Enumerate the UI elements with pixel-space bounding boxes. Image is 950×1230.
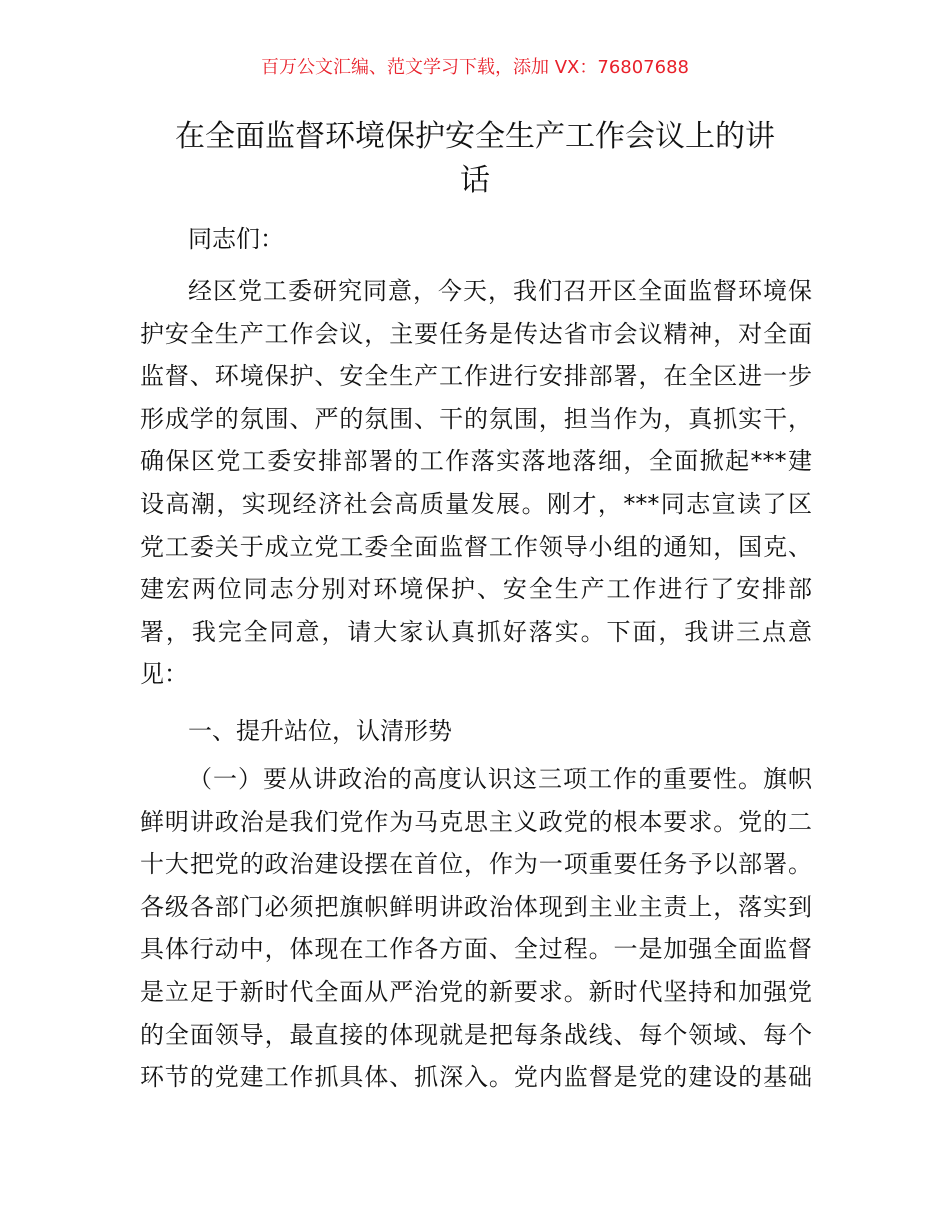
paragraph bbox=[140, 218, 812, 261]
text-line: 同志们： bbox=[188, 225, 284, 253]
text-line: 设高潮，实现经济社会高质量发展。刚才，***同志宣读了区 bbox=[140, 489, 812, 518]
title-line: 在全面监督环境保护安全生产工作会议上的讲 bbox=[175, 119, 775, 154]
paragraph bbox=[140, 710, 812, 753]
text-line: 确保区党工委安排部署的工作落实落地落细，全面掀起***建 bbox=[140, 447, 812, 476]
watermark-header: 百万公文汇编、范文学习下载，添加 VX：76807688 bbox=[261, 57, 689, 78]
text-line: （一）要从讲政治的高度认识这三项工作的重要性。旗帜 bbox=[188, 765, 812, 793]
text-line: 鲜明讲政治是我们党作为马克思主义政党的根本要求。党的二 bbox=[140, 807, 812, 836]
paragraph bbox=[140, 758, 812, 1099]
text-line: 具体行动中，体现在工作各方面、全过程。一是加强全面监督 bbox=[140, 935, 812, 964]
text-line: 的全面领导，最直接的体现就是把每条战线、每个领域、每个 bbox=[140, 1020, 812, 1049]
text-line: 各级各部门必须把旗帜鲜明讲政治体现到主业主责上，落实到 bbox=[140, 892, 812, 921]
title-line: 话 bbox=[460, 163, 490, 198]
text-line: 建宏两位同志分别对环境保护、安全生产工作进行了安排部 bbox=[140, 575, 812, 604]
text-line: 监督、环境保护、安全生产工作进行安排部署，在全区进一步 bbox=[140, 362, 812, 391]
text-line: 形成学的氛围、严的氛围、干的氛围，担当作为，真抓实干， bbox=[140, 404, 812, 433]
text-line: 环节的党建工作抓具体、抓深入。党内监督是党的建设的基础 bbox=[140, 1063, 812, 1092]
text-line: 党工委关于成立党工委全面监督工作领导小组的通知，国克、 bbox=[140, 532, 812, 561]
text-line: 十大把党的政治建设摆在首位，作为一项重要任务予以部署。 bbox=[140, 850, 812, 879]
page-title bbox=[145, 115, 805, 203]
paragraph bbox=[140, 270, 812, 696]
text-line: 经区党工委研究同意，今天，我们召开区全面监督环境保 bbox=[188, 277, 812, 305]
text-line: 署，我完全同意，请大家认真抓好落实。下面，我讲三点意 bbox=[140, 617, 812, 646]
text-line: 护安全生产工作会议，主要任务是传达省市会议精神，对全面 bbox=[140, 319, 812, 348]
text-line: 是立足于新时代全面从严治党的新要求。新时代坚持和加强党 bbox=[140, 977, 812, 1006]
text-line: 一、提升站位，认清形势 bbox=[188, 717, 452, 745]
text-line: 见： bbox=[140, 660, 188, 689]
